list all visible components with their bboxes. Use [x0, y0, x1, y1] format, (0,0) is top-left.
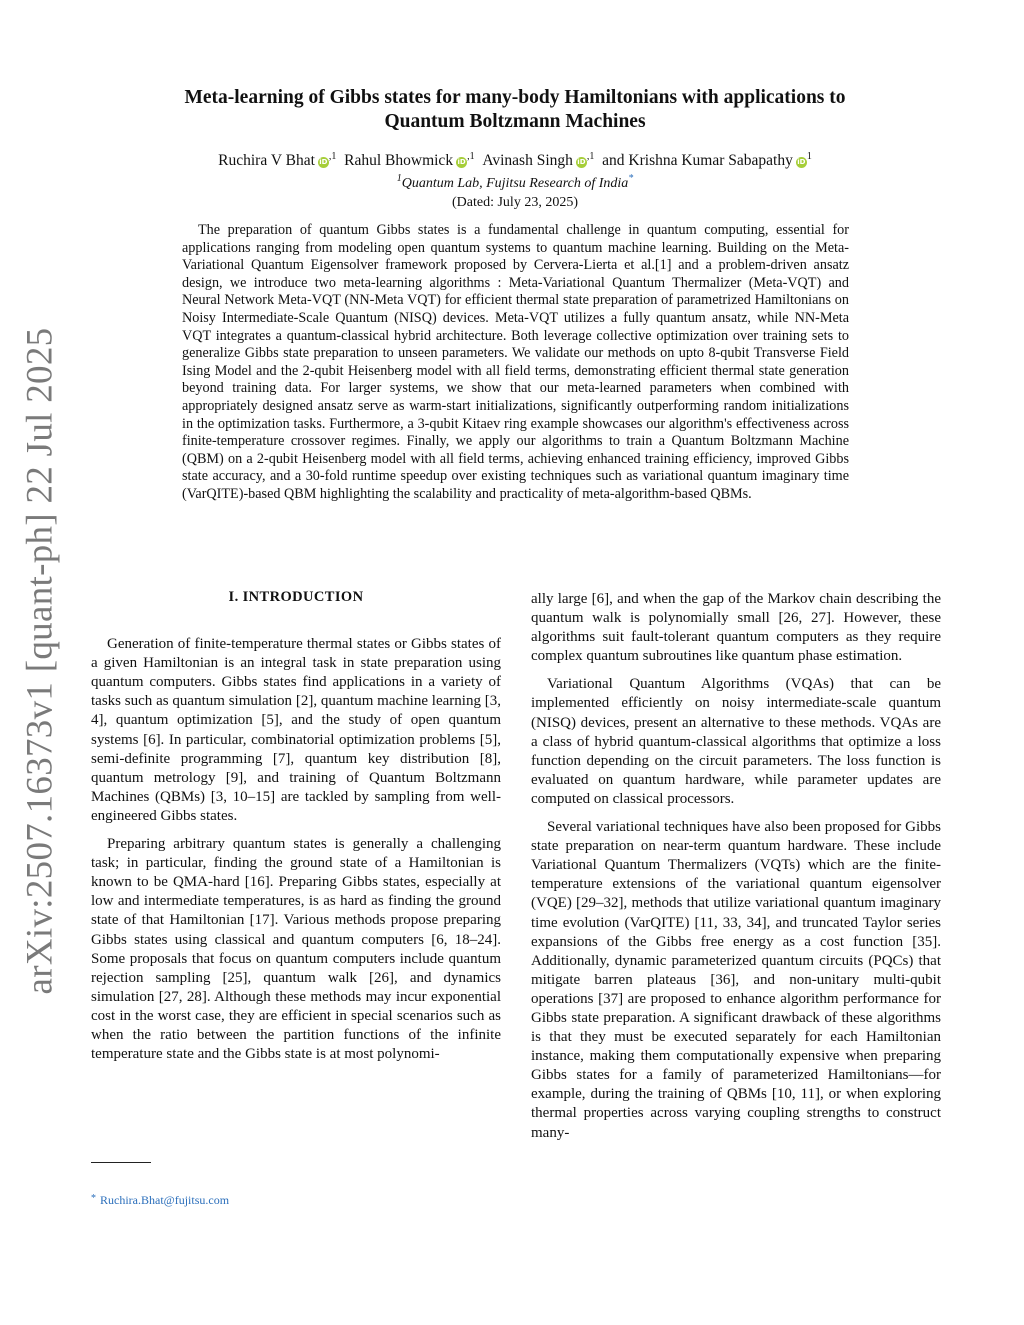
paragraph: Preparing arbitrary quantum states is generally a challenging task; in particular, finding the ground state of a Hamiltonian is known to be QMA-hard [16]. Preparing Gibbs states, especially at low and intermediate temperatures, is as hard as finding the ground state of that Hamiltonian [17]. Various methods propose preparing Gibbs states using classical and quantum computers [6, 18–24]. Some proposals that focus on quantum computers include quantum rejection sampling [25], quantum walk [26], and dynamics simulation [27, 28]. Although these methods may incur exponential cost in the worst case, they are efficient in special scenarios such as when the ratio between the partition functions of the infinite temperature state and the Gibbs state is at most polynomi- — [91, 836, 501, 1063]
arxiv-sidebar — [0, 0, 80, 1325]
abstract-text: The preparation of quantum Gibbs states is a fundamental challenge in quantum computing, essential for applications ranging from modeling open quantum systems to quantum machine learning. Building on the Meta-Variational Quantum Eigensolver framework proposed by Cervera-Lierta et al.[1] and a problem-driven ansatz design, we introduce two meta-learning algorithms : Meta-Variational Quantum Thermalizer (Meta-VQT) and Neural Network Meta-VQT (NN-Meta VQT) for efficient thermal state preparation of parametrized Hamiltonians on Noisy Intermediate-Scale Quantum (NISQ) devices. Meta-VQT utilizes a fully quantum ansatz, while NN-Meta VQT integrates a quantum-classical hybrid architecture. Both leverage collective optimization over training sets to generalize Gibbs state preparation to unseen parameters. We validate our methods on upto 8-qubit Transverse Field Ising Model and the 2-qubit Heisenberg model with all field terms, demonstrating efficient thermal state generation beyond training data. For larger systems, we show that our meta-learned parameters when combined with appropriately designed ansatz serve as warm-start initializations, significantly outperforming random initializations in the optimization tasks. Furthermore, a 3-qubit Kitaev ring example showcases our algorithm's effectiveness across finite-temperature crossover regimes. Finally, we apply our algorithms to train a Quantum Boltzmann Machine (QBM) on a 2-qubit Heisenberg model with all field terms, achieving enhanced training efficiency, improved Gibbs state accuracy, and a 30-fold runtime speedup over existing techniques such as variational quantum imaginary time (VarQITE)-based QBM highlighting the scalability and practicality of meta-algorithm-based QBMs. — [182, 222, 849, 502]
footnote-star: * — [91, 1193, 96, 1204]
author-list — [100, 152, 930, 170]
email-link[interactable]: Ruchira.Bhat@fujitsu.com — [100, 1193, 230, 1207]
section-heading: I. INTRODUCTION — [228, 589, 364, 605]
footnote-rule — [91, 1162, 151, 1163]
author[interactable]: and Krishna Kumar Sabapathy $iD^1$ — [602, 151, 812, 169]
arxiv-identifier: arXiv:2507.16373v1 [quant-ph] 22 Jul 2025 — [19, 327, 61, 995]
title-line-2: Quantum Boltzmann Machines — [384, 111, 646, 132]
paper-title — [100, 86, 930, 134]
author[interactable]: Rahul Bhowmick $iD^{,1}$ — [344, 151, 475, 169]
dated-line: (Dated: July 23, 2025) — [452, 195, 578, 210]
author[interactable]: Avinash Singh $iD^{,1}$ — [482, 151, 595, 169]
footnote — [91, 1193, 229, 1208]
footnote-link[interactable]: * — [628, 173, 634, 184]
orcid-icon[interactable]: iD — [577, 158, 586, 166]
author[interactable]: Ruchira V Bhat $iD^{,1}$ — [218, 151, 337, 169]
paragraph: Several variational techniques have also been proposed for Gibbs state preparation on near-term quantum hardware. These include Variational Quantum Thermalizers (VQTs) which are the finite-temperature extensions of the variational quantum eigensolver (VQE) [29–32], methods that utilize variational quantum imaginary time evolution (VarQITE) [11, 33, 34], and truncated Taylor series expansions of the Gibbs free energy as a cost function [35]. Additionally, dynamic parameterized quantum circuits (PQCs) that mitigate barren plateaus [36], and non-unitary multi-qubit operations [37] are proposed to enhance algorithm performance for Gibbs state preparation. A significant drawback of these algorithms is that they must be executed separately for each Hamiltonian instance, making them computationally expensive when preparing Gibbs states for a family of parameterized Hamiltonians—for example, during the training of QBMs [10, 11], or when exploring thermal properties across varying coupling strengths to construct many- — [531, 819, 941, 1141]
orcid-icon[interactable]: iD — [319, 158, 328, 166]
orcid-icon[interactable]: iD — [457, 158, 466, 166]
paragraph: Variational Quantum Algorithms (VQAs) that can be implemented efficiently on noisy intermediate-scale quantum (NISQ) devices, present an alternative to these methods. VQAs are a class of hybrid quantum-classical algorithms that optimize a loss function depending on the circuit parameters. The loss function is evaluated on quantum hardware, while parameter updates are computed on classical processors. — [531, 676, 941, 807]
affiliation: $^1$Quantum Lab, Fujitsu Research of India* — [396, 173, 634, 191]
paragraph: ally large [6], and when the gap of the Markov chain describing the quantum walk is polynomially small [26, 27]. However, these algorithms suit fault-tolerant quantum computers as they require complex quantum subroutines like quantum phase estimation. — [531, 591, 941, 665]
left-column — [91, 586, 501, 1073]
right-column — [531, 590, 941, 1152]
title-line-1: Meta-learning of Gibbs states for many-body Hamiltonians with applications to — [184, 87, 846, 108]
paragraph: Generation of finite-temperature thermal states or Gibbs states of a given Hamiltonian is an integral task in state preparation using quantum computers. Gibbs states find applications in a variety of tasks such as quantum simulation [2], quantum machine learning [3, 4], quantum optimization [5], and the study of open quantum systems [6]. In particular, combinatorial optimization problems [5], semi-definite programming [7], quantum key distribution [8], quantum metrology [9], and training of Quantum Boltzmann Machines (QBMs) [3, 10–15] are tackled by sampling from well-engineered Gibbs states. — [91, 636, 501, 824]
abstract — [182, 222, 849, 504]
orcid-icon[interactable]: iD — [797, 158, 806, 166]
